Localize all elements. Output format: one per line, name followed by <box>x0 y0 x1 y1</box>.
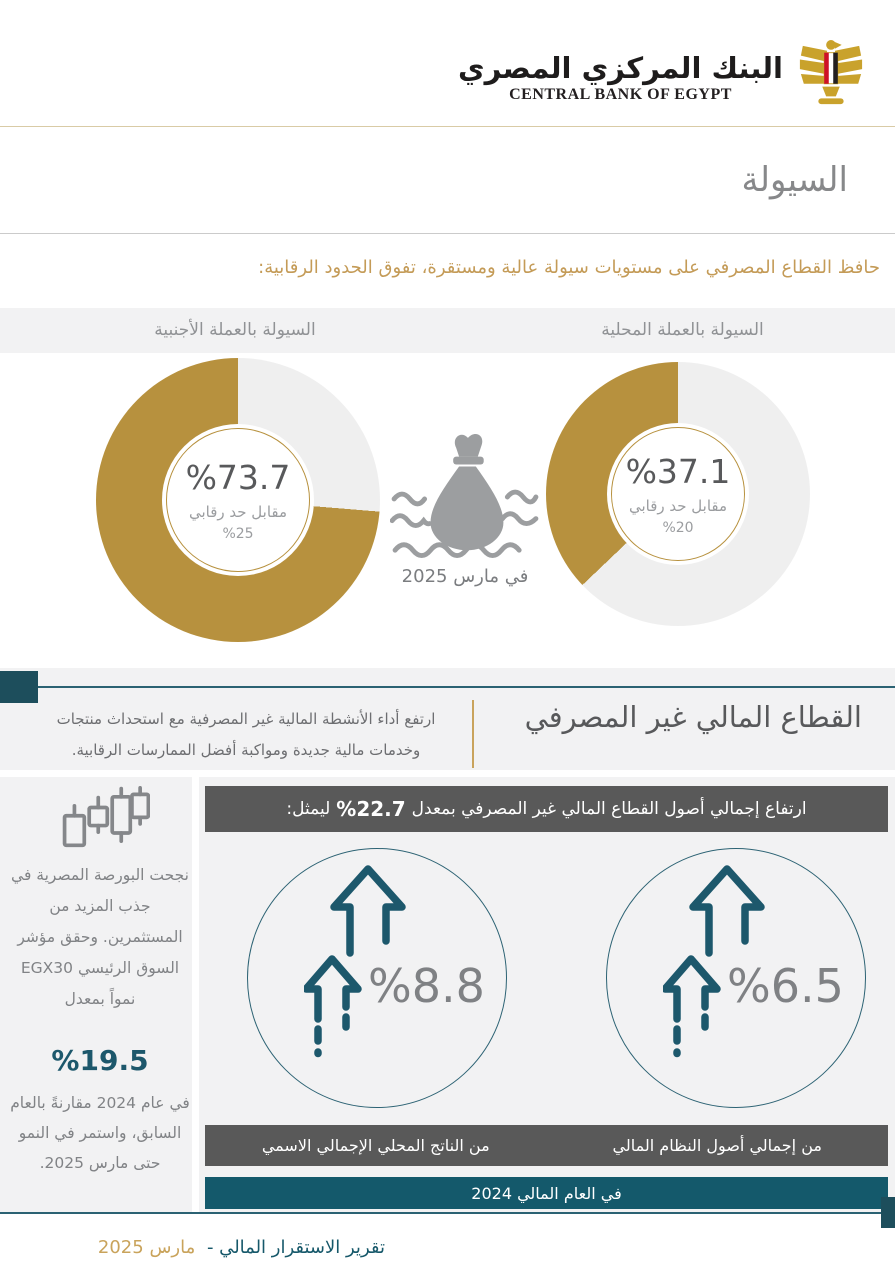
title-divider <box>0 233 895 234</box>
foreign-limit-value: %25 <box>222 526 254 542</box>
money-bag-icon <box>390 432 540 562</box>
candlestick-chart-icon <box>58 786 150 856</box>
chart-labels-band <box>0 308 895 353</box>
gold-vertical-rule <box>472 700 474 768</box>
stat-labels-bar <box>205 1125 888 1166</box>
report-title: تقرير الاستقرار المالي - <box>206 1237 385 1258</box>
local-currency-donut-chart <box>546 362 810 626</box>
description-line-1: ارتفع أداء الأنشطة المالية غير المصرفية مع استحداث منتجات <box>56 710 436 728</box>
nonbank-section-description <box>22 704 470 766</box>
banner-prefix: ارتفاع إجمالي أصول القطاع المالي غير المصرفي بمعدل <box>411 799 807 819</box>
horizontal-gap <box>0 770 895 777</box>
local-liquidity-value: %37.1 <box>625 452 731 491</box>
page-subtitle: حافظ القطاع المصرفي على مستويات سيولة عالية ومستقرة، تفوق الحدود الرقابية: <box>258 257 880 278</box>
section-divider-line <box>0 686 895 688</box>
eagle-emblem-icon <box>797 36 865 118</box>
gdp-share-value: %8.8 <box>368 959 485 1013</box>
foreign-currency-donut-chart <box>96 358 380 642</box>
egx-text-outro: في عام 2024 مقارنةً بالعام السابق، واستمر في النمو حتى مارس 2025. <box>10 1094 190 1172</box>
local-limit-value: %20 <box>662 520 694 536</box>
cbe-logo <box>458 36 865 118</box>
cbe-logo-arabic-name: البنك المركزي المصري <box>458 50 783 85</box>
footer-divider-line <box>0 1212 895 1214</box>
page-title: السيولة <box>741 160 848 200</box>
header-divider <box>0 126 895 127</box>
system-assets-share-label: من إجمالي أصول النظام المالي <box>612 1136 822 1155</box>
charts-date-label: في مارس 2025 <box>401 566 529 587</box>
assets-growth-banner <box>205 786 888 832</box>
banner-growth-value: %22.7 <box>336 797 406 821</box>
foreign-limit-text: مقابل حد رقابي <box>188 503 288 521</box>
local-donut-center <box>607 423 749 565</box>
foreign-donut-center <box>162 424 314 576</box>
nonbank-section-title: القطاع المالي غير المصرفي <box>524 700 862 734</box>
egx30-growth-value: %19.5 <box>51 1044 149 1077</box>
system-assets-stat-circle <box>606 848 866 1108</box>
left-corner-accent-block <box>0 671 38 703</box>
cbe-logo-english-name: CENTRAL BANK OF EGYPT <box>509 86 732 104</box>
fiscal-year-bar: في العام المالي 2024 <box>205 1177 888 1209</box>
local-limit-text: مقابل حد رقابي <box>628 497 728 515</box>
local-currency-label: السيولة بالعملة المحلية <box>601 320 764 340</box>
right-corner-accent-block <box>881 1197 895 1228</box>
system-assets-share-value: %6.5 <box>727 959 844 1013</box>
egx-text-intro: نجحت البورصة المصرية في جذب المزيد من المستثمرين. وحقق مؤشر السوق الرئيسي EGX30 نمواً بمعدل <box>11 866 189 1008</box>
foreign-liquidity-value: %73.7 <box>185 458 291 497</box>
banner-suffix: ليمثل: <box>286 799 331 819</box>
vertical-gap <box>192 770 199 1212</box>
gdp-share-stat-circle <box>247 848 507 1108</box>
gdp-share-label: من الناتج المحلي الإجمالي الاسمي <box>261 1136 490 1155</box>
footer <box>55 1237 385 1258</box>
description-line-2: وخدمات مالية جديدة ومواكبة أفضل الممارسات الرقابية. <box>71 741 421 759</box>
report-date: مارس 2025 <box>97 1237 196 1258</box>
foreign-currency-label: السيولة بالعملة الأجنبية <box>154 320 316 340</box>
cbe-logo-text <box>458 50 783 104</box>
